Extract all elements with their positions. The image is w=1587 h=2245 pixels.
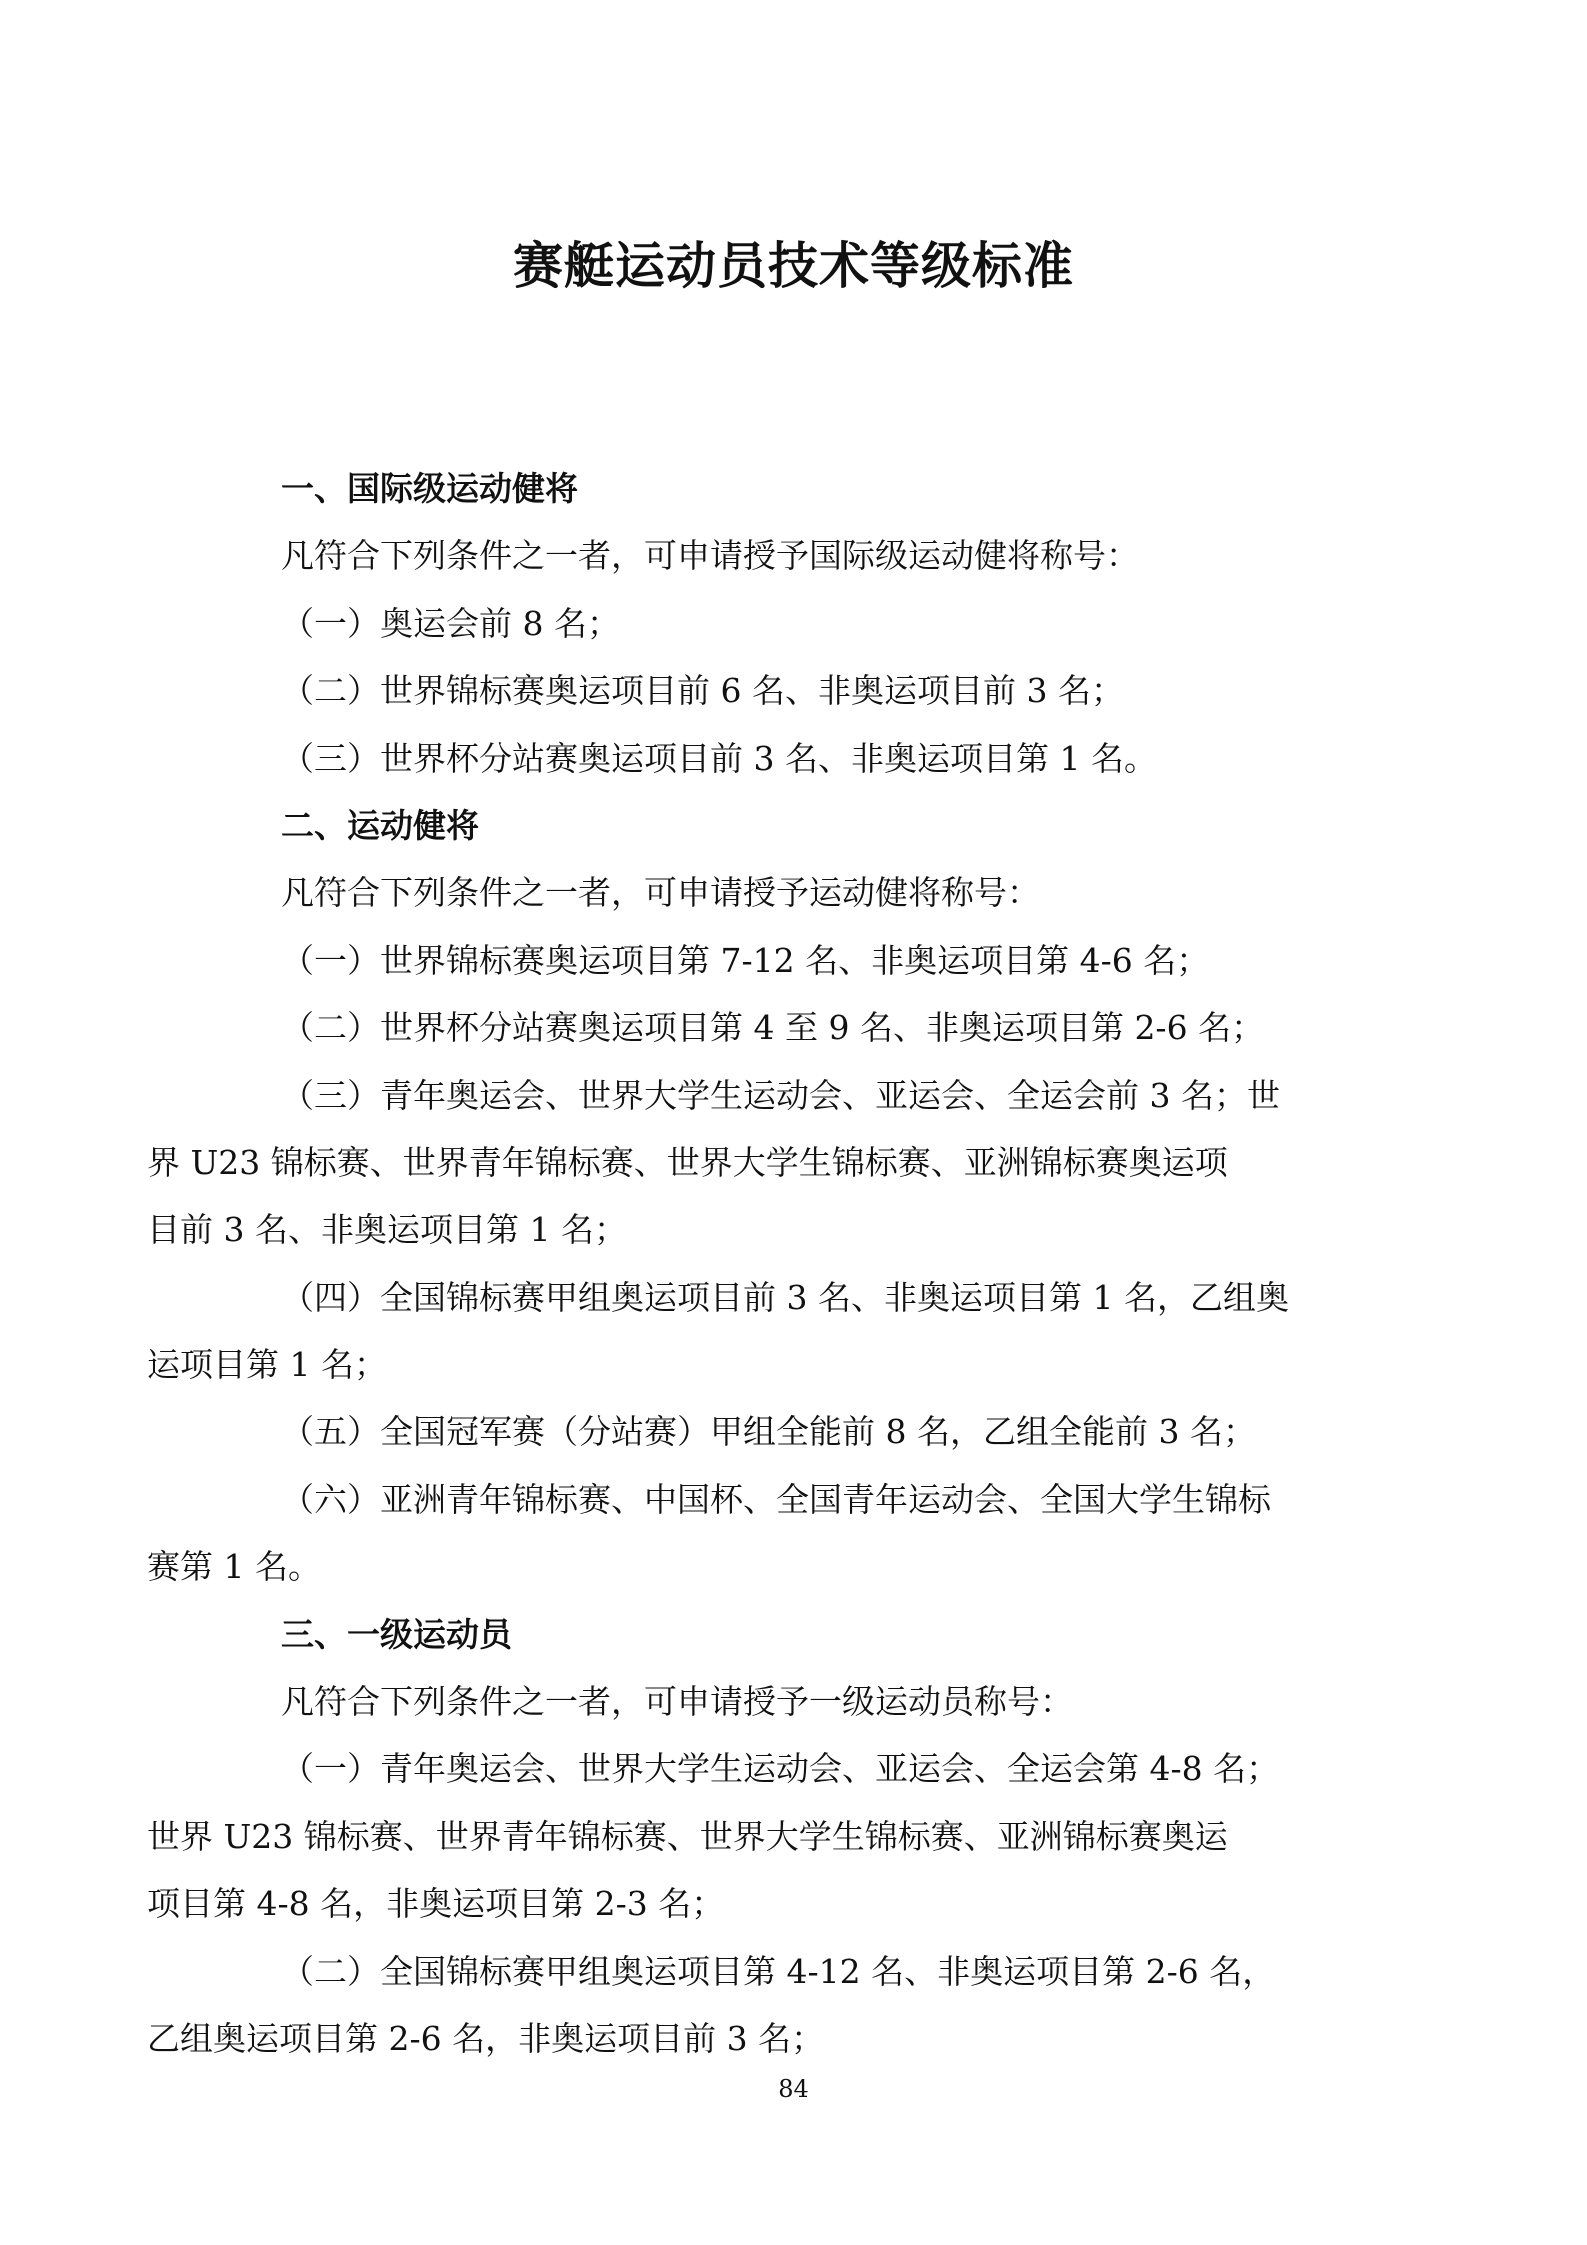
document-body bbox=[147, 455, 1387, 2072]
list-item: （一）青年奥运会、世界大学生运动会、亚运会、全运会第 4-8 名； bbox=[281, 1749, 1280, 1789]
list-item: （六）亚洲青年锦标赛、中国杯、全国青年运动会、全国大学生锦标 bbox=[281, 1479, 1271, 1519]
list-item-continuation: 运项目第 1 名； bbox=[147, 1345, 387, 1385]
list-item-continuation: 目前 3 名、非奥运项目第 1 名； bbox=[147, 1210, 627, 1250]
section-intro: 凡符合下列条件之一者，可申请授予运动健将称号： bbox=[281, 873, 1040, 913]
list-item: （三）青年奥运会、世界大学生运动会、亚运会、全运会前 3 名；世 bbox=[281, 1075, 1280, 1115]
list-item: （五）全国冠军赛（分站赛）甲组全能前 8 名，乙组全能前 3 名； bbox=[281, 1412, 1256, 1452]
section-intro: 凡符合下列条件之一者，可申请授予一级运动员称号： bbox=[281, 1682, 1073, 1722]
section-intro: 凡符合下列条件之一者，可申请授予国际级运动健将称号： bbox=[281, 536, 1139, 576]
section-heading-master: 二、运动健将 bbox=[281, 805, 479, 845]
section-heading-first-class-athlete: 三、一级运动员 bbox=[281, 1614, 512, 1654]
list-item: （二）世界锦标赛奥运项目前 6 名、非奥运项目前 3 名； bbox=[281, 671, 1124, 711]
list-item: （一）世界锦标赛奥运项目第 7-12 名、非奥运项目第 4-6 名； bbox=[281, 940, 1210, 980]
list-item-continuation: 赛第 1 名。 bbox=[147, 1547, 321, 1587]
list-item: （二）世界杯分站赛奥运项目第 4 至 9 名、非奥运项目第 2-6 名； bbox=[281, 1008, 1265, 1048]
list-item-continuation: 界 U23 锦标赛、世界青年锦标赛、世界大学生锦标赛、亚洲锦标赛奥运项 bbox=[147, 1142, 1228, 1182]
list-item-continuation: 项目第 4-8 名，非奥运项目第 2-3 名； bbox=[147, 1884, 725, 1924]
list-item: （二）全国锦标赛甲组奥运项目第 4-12 名、非奥运项目第 2-6 名， bbox=[281, 1951, 1276, 1991]
page-number: 84 bbox=[778, 2075, 809, 2103]
list-item-continuation: 世界 U23 锦标赛、世界青年锦标赛、世界大学生锦标赛、亚洲锦标赛奥运 bbox=[147, 1816, 1228, 1856]
section-heading-international-master: 一、国际级运动健将 bbox=[281, 469, 578, 508]
list-item: （四）全国锦标赛甲组奥运项目前 3 名、非奥运项目第 1 名，乙组奥 bbox=[281, 1277, 1289, 1317]
list-item: （一）奥运会前 8 名； bbox=[281, 603, 620, 643]
document-title: 赛艇运动员技术等级标准 bbox=[513, 236, 1074, 295]
list-item-continuation: 乙组奥运项目第 2-6 名，非奥运项目前 3 名； bbox=[147, 2018, 825, 2058]
list-item: （三）世界杯分站赛奥运项目前 3 名、非奥运项目第 1 名。 bbox=[281, 738, 1157, 778]
